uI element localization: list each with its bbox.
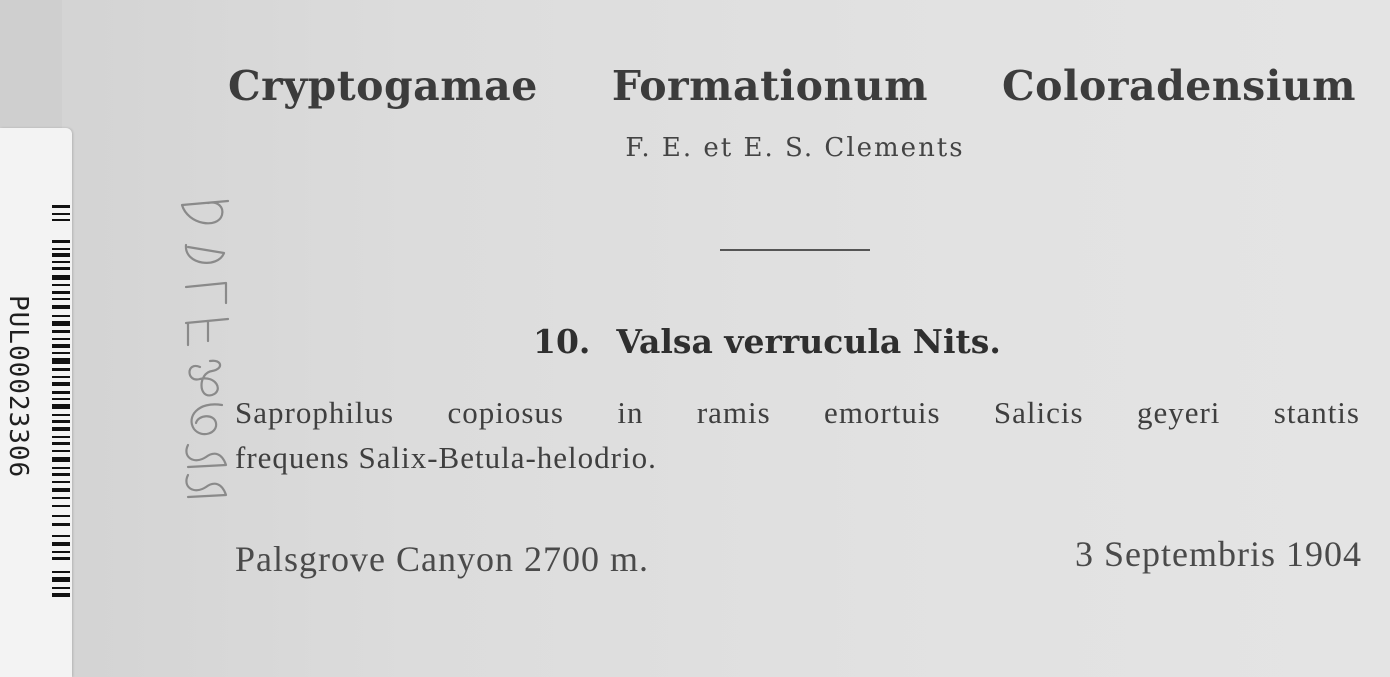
collection-date: 3 Septembris 1904 bbox=[1075, 534, 1362, 574]
locality: Palsgrove Canyon 2700 m. bbox=[235, 539, 649, 579]
description-line-2: frequens Salix-Betula-helodrio. bbox=[235, 440, 657, 475]
collectors-line: F. E. et E. S. Clements bbox=[625, 133, 965, 163]
habitat-description bbox=[235, 390, 1360, 480]
species-heading bbox=[533, 322, 1001, 361]
handwritten-catalog-number bbox=[178, 195, 238, 505]
barcode-id-text: PUL00023306 bbox=[3, 295, 33, 479]
specimen-number: 10. bbox=[533, 322, 591, 361]
collection-title bbox=[228, 62, 1356, 110]
title-word-3: Coloradensium bbox=[1002, 62, 1356, 110]
description-line-1: Saprophilus copiosus in ramis emortuis Salicis geyeri stantis bbox=[235, 395, 1360, 430]
title-word-2: Formationum bbox=[611, 62, 928, 110]
species-name: Valsa verrucula Nits. bbox=[616, 322, 1001, 361]
divider-rule bbox=[720, 249, 870, 251]
barcode bbox=[52, 205, 70, 600]
title-word-1: Cryptogamae bbox=[228, 62, 538, 110]
